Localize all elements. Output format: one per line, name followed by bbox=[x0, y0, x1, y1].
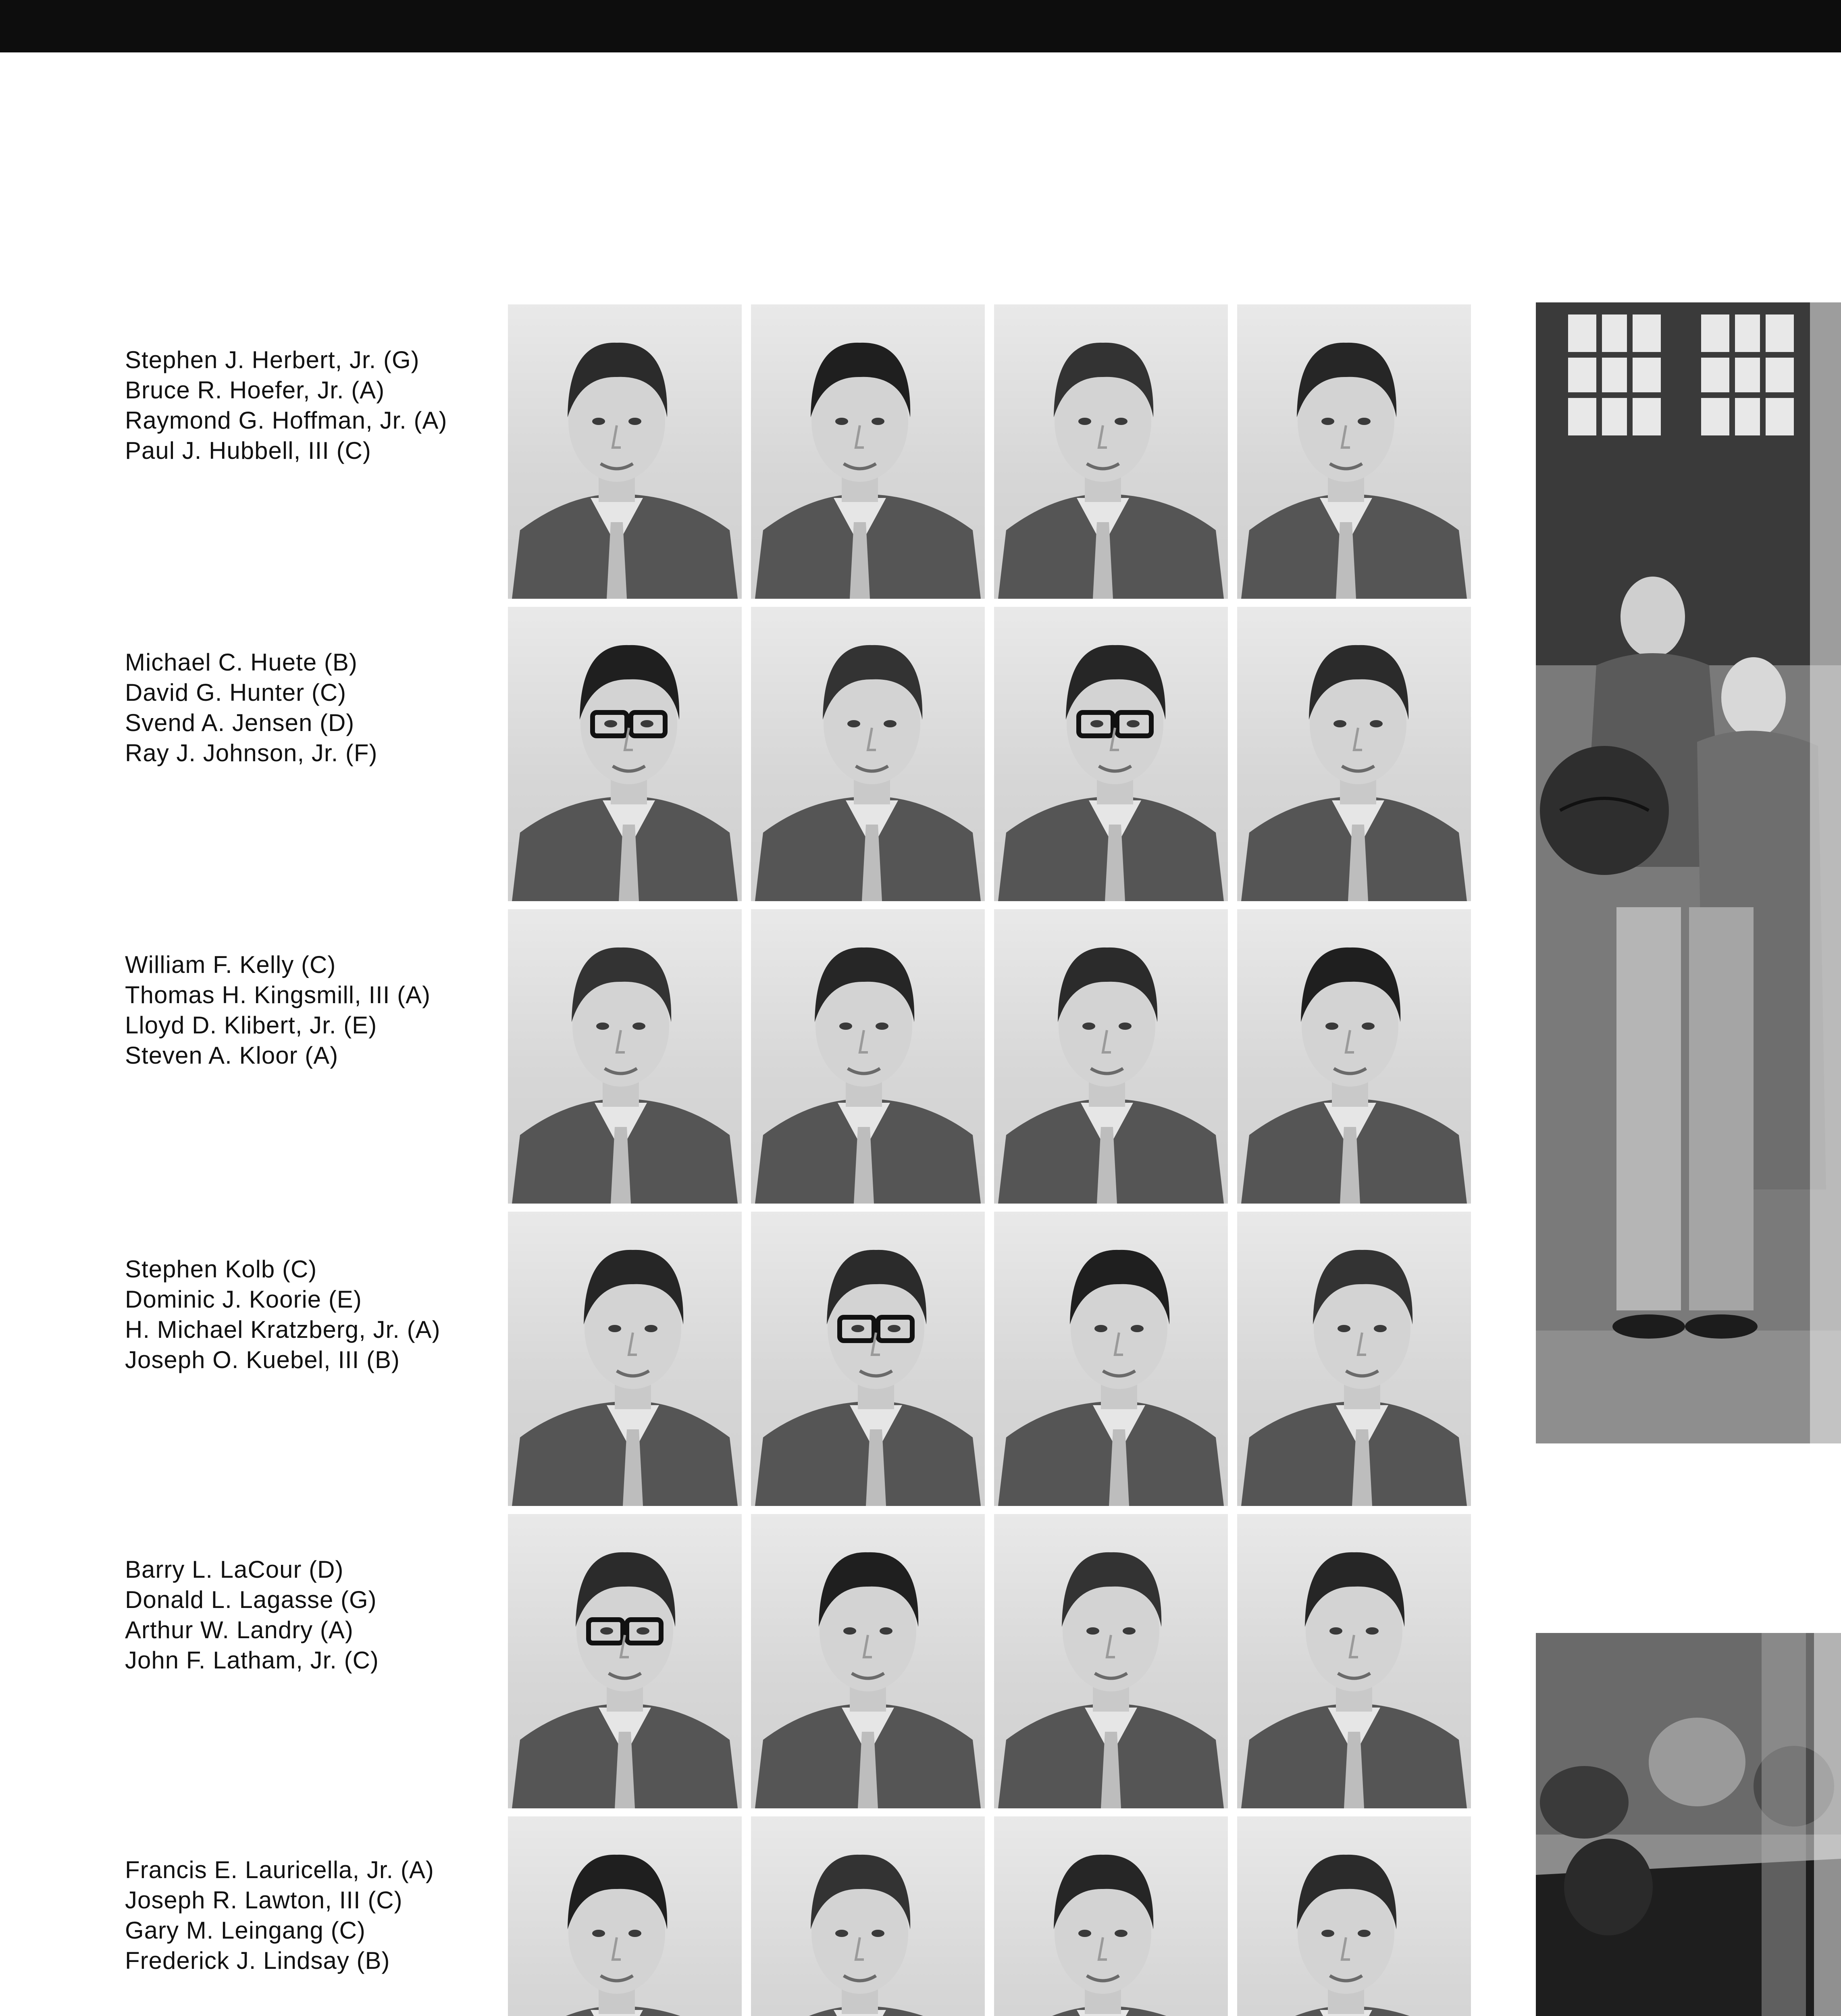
student-name: David G. Hunter (C) bbox=[125, 679, 347, 706]
student-portrait bbox=[1237, 1816, 1471, 2016]
name-block-row-3 bbox=[125, 950, 496, 1070]
student-name: Dominic J. Koorie (E) bbox=[125, 1286, 362, 1313]
name-block-row-1 bbox=[125, 345, 496, 466]
student-portrait bbox=[508, 909, 742, 1204]
student-name: Arthur W. Landry (A) bbox=[125, 1616, 354, 1643]
student-name: Stephen Kolb (C) bbox=[125, 1256, 317, 1283]
student-portrait bbox=[1237, 1514, 1471, 1808]
student-portrait bbox=[1237, 607, 1471, 901]
student-portrait bbox=[751, 1514, 985, 1808]
top-scan-border bbox=[0, 0, 1841, 52]
student-portrait bbox=[994, 607, 1228, 901]
yearbook-page bbox=[0, 52, 1841, 2016]
student-name: Francis E. Lauricella, Jr. (A) bbox=[125, 1856, 434, 1883]
name-block-row-4 bbox=[125, 1254, 496, 1375]
student-name: Thomas H. Kingsmill, III (A) bbox=[125, 981, 431, 1008]
student-portrait bbox=[751, 304, 985, 599]
student-portrait bbox=[1237, 909, 1471, 1204]
portrait-grid bbox=[508, 304, 1471, 2016]
student-portrait bbox=[751, 607, 985, 901]
student-name: Michael C. Huete (B) bbox=[125, 649, 358, 676]
student-name: Frederick J. Lindsay (B) bbox=[125, 1947, 390, 1974]
student-portrait bbox=[994, 909, 1228, 1204]
student-name: Joseph O. Kuebel, III (B) bbox=[125, 1346, 400, 1373]
student-portrait bbox=[994, 1514, 1228, 1808]
student-portrait bbox=[508, 1514, 742, 1808]
student-name: Donald L. Lagasse (G) bbox=[125, 1586, 377, 1613]
student-portrait bbox=[508, 607, 742, 901]
student-name: Lloyd D. Klibert, Jr. (E) bbox=[125, 1012, 377, 1039]
student-name: Gary M. Leingang (C) bbox=[125, 1917, 366, 1944]
student-portrait bbox=[1237, 304, 1471, 599]
student-name: Bruce R. Hoefer, Jr. (A) bbox=[125, 377, 385, 404]
candid-photo-crowd bbox=[1536, 1633, 1841, 2016]
student-portrait bbox=[508, 304, 742, 599]
candid-photo-basketball bbox=[1536, 302, 1841, 1443]
student-name: Paul J. Hubbell, III (C) bbox=[125, 437, 371, 464]
student-portrait bbox=[994, 304, 1228, 599]
student-portrait bbox=[508, 1816, 742, 2016]
name-block-row-2 bbox=[125, 647, 496, 768]
student-name: Ray J. Johnson, Jr. (F) bbox=[125, 739, 378, 766]
name-block-row-6 bbox=[125, 1855, 496, 1976]
student-portrait bbox=[1237, 1212, 1471, 1506]
student-portrait bbox=[508, 1212, 742, 1506]
student-portrait bbox=[751, 1212, 985, 1506]
student-name: Joseph R. Lawton, III (C) bbox=[125, 1887, 403, 1914]
student-name: John F. Latham, Jr. (C) bbox=[125, 1647, 379, 1674]
student-portrait bbox=[751, 909, 985, 1204]
student-name: Steven A. Kloor (A) bbox=[125, 1042, 339, 1069]
student-name: Stephen J. Herbert, Jr. (G) bbox=[125, 346, 420, 373]
student-name: H. Michael Kratzberg, Jr. (A) bbox=[125, 1316, 441, 1343]
student-name: Svend A. Jensen (D) bbox=[125, 709, 355, 736]
student-name: William F. Kelly (C) bbox=[125, 951, 336, 978]
student-portrait bbox=[751, 1816, 985, 2016]
student-portrait bbox=[994, 1816, 1228, 2016]
student-name: Barry L. LaCour (D) bbox=[125, 1556, 344, 1583]
student-name: Raymond G. Hoffman, Jr. (A) bbox=[125, 407, 447, 434]
name-block-row-5 bbox=[125, 1554, 496, 1675]
student-portrait bbox=[994, 1212, 1228, 1506]
